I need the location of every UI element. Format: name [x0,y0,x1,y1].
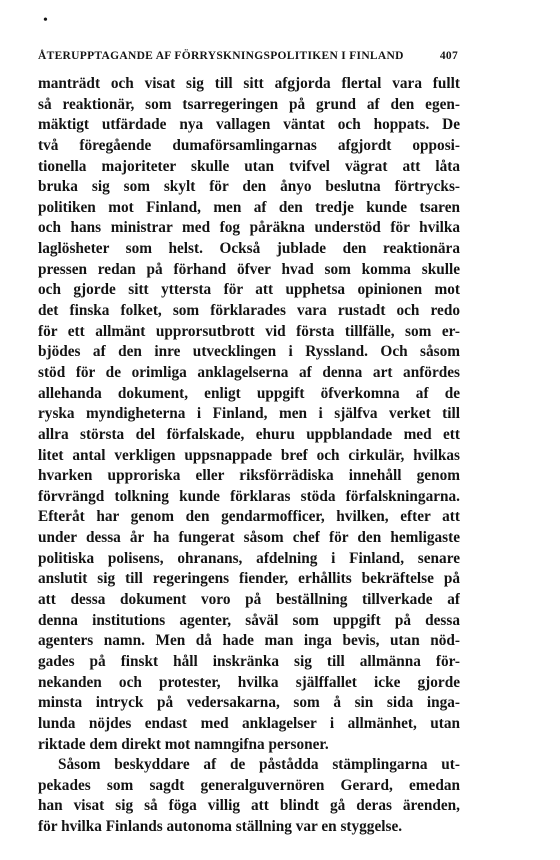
body-text [38,74,460,838]
text-line: manträdt och visat sig till sitt afgjorda flertal vara fullt [38,75,460,92]
text-line: hvarken upproriska eller riksförrädiska innehåll genom [38,467,460,485]
text-line: allehanda dokument, enligt uppgift öfverkomna af de [38,384,460,402]
text-line: tionella majoriteter skulle utan tvifvel vägrat att låta [38,157,460,175]
text-line: Efteråt har genom den gendarmofficer, hvilken, efter att [38,508,460,526]
text-line: för ett allmänt upprorsutbrott vid första tillfälle, som er- [38,322,460,340]
text-line: Såsom beskyddare af de påstådda stämplingarna ut- [58,756,460,774]
page-header [38,47,458,65]
text-line: pekades som sagdt generalguvernören Gerard, emedan [38,776,460,794]
text-line: lunda nöjdes endast med anklagelser i allmänhet, utan [38,714,460,732]
text-line: gades på finskt håll inskränka sig till allmänna för- [38,652,460,670]
text-line: mäktigt utfärdade nya vallagen väntat och hoppats. De [38,116,460,134]
text-line: laglösheter som helst. Också jublade den reaktionära [38,240,460,258]
running-head: ÅTERUPPTAGANDE AF FÖRRYSKNINGSPOLITIKEN I FINLAND [38,50,404,62]
paragraph [38,74,460,755]
page-number: 407 [439,50,458,62]
text-line: riktade dem direkt mot namngifna personer. [38,735,329,753]
text-line: litet antal verkligen uppsnappade bref och cirkulär, hvilkas [38,446,460,464]
text-line: agenters namn. Men då hade man inga bevis, utan nöd- [38,632,460,650]
text-line: ryska myndigheterna i Finland, men i själfva verket till [38,405,460,423]
text-line: det finska folket, som förklarades vara rustadt och redo [38,302,460,320]
paragraph [38,755,460,838]
text-line: så reaktionär, som tsarregeringen på grund af den egen- [38,95,460,113]
text-line: politiska polisens, ohranans, afdelning i Finland, senare [38,549,460,567]
text-line: och gjorde sitt yttersta för att upphetsa opinionen mot [38,281,460,299]
text-line: och hans ministrar med fog påräkna understöd för hvilka [38,219,460,237]
text-line: för hvilka Finlands autonoma ställning var en styggelse. [38,818,403,836]
text-line: han visat sig så föga villig att blindt gå deras ärenden, [38,797,460,815]
text-line: politiken mot Finland, men af den tredje kunde tsaren [38,198,460,216]
text-line: allra största del förfalskade, ehuru uppblandade med ett [38,425,460,443]
text-line: under dessa år ha fungerat såsom chef för den hemligaste [38,529,460,547]
text-line: två föregående dumaförsamlingarnas afgjordt opposi- [38,136,460,154]
text-line: stöd för de orimliga anklagelserna af denna art anfördes [38,363,460,381]
text-line: bruka sig som skylt för den ånyo beslutna förtrycks- [38,178,460,196]
text-line: bjödes af den inre utvecklingen i Ryssland. Och såsom [38,343,460,361]
text-line: anslutit sig till regeringens fiender, erhållits bekräftelse på [38,570,460,588]
text-line: pressen redan på förhand öfver hvad som komma skulle [38,260,460,278]
text-line: nekanden och protester, hvilka själffallet icke gjorde [38,673,460,691]
text-line: att dessa dokument voro på beställning tillverkade af [38,591,460,609]
text-line: denna institutions agenter, såväl som uppgift på dessa [38,611,460,629]
text-line: förvrängd tolkning kunde förklaras stöda förfalskningarna. [38,487,460,505]
page-mark: • [43,13,48,28]
text-line: minsta intryck på vedersakarna, som å sin sida inga- [38,694,460,712]
